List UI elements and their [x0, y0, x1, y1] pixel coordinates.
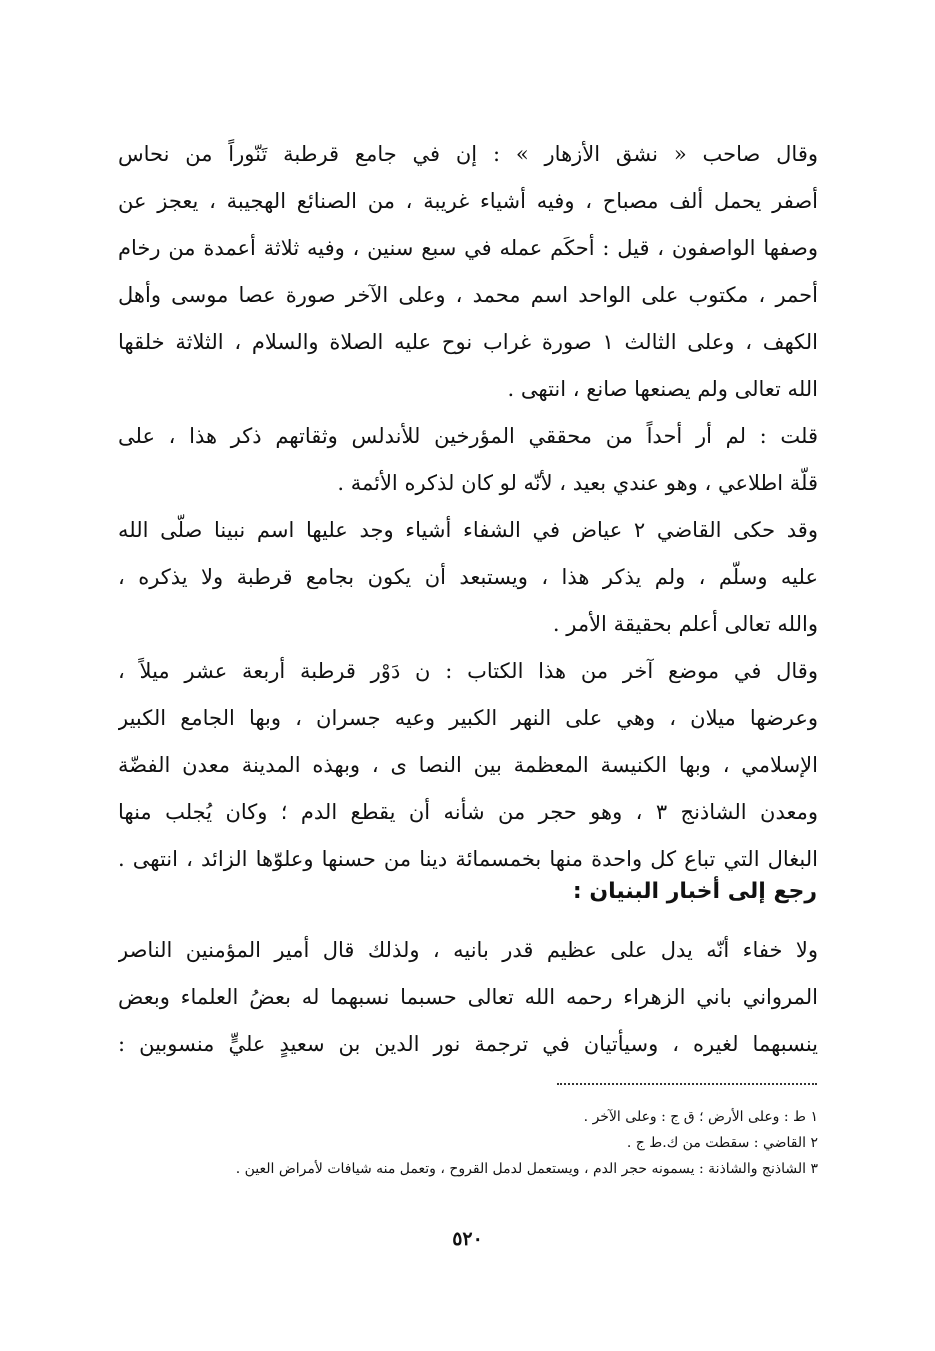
page-number: ٥٢٠	[452, 1228, 483, 1250]
section-heading: رجع إلى أخبار البنيان :	[572, 879, 817, 904]
text-line: ينسبهما لغيره ، وسيأتيان في ترجمة نور الدين بن سعيدٍ عليٍّ منسوبين :	[118, 1032, 818, 1056]
body-text-continued	[118, 927, 818, 1068]
text-line: أصفر يحمل ألف مصباح ، وفيه أشياء غريبة ، من الصنائع الهجيبة ، يعجز عن	[118, 189, 818, 213]
text-line: وقال صاحب « نشق الأزهار » : إن في جامع قرطبة تَنّوراً من نحاس	[118, 142, 818, 166]
text-line: الكهف ، وعلى الثالث ١ صورة غراب نوح عليه الصلاة والسلام ، الثلاثة خلقها	[118, 330, 818, 354]
body-text	[118, 131, 818, 883]
text-line: المرواني باني الزهراء رحمه الله تعالى حسبما نسبهما له بعضُ العلماء وبعض	[118, 985, 818, 1009]
text-line: عليه وسلّم ، ولم يذكر هذا ، ويستبعد أن يكون بجامع قرطبة ولا يذكره ،	[118, 565, 818, 589]
text-line: الإسلامي ، وبها الكنيسة المعظمة بين النصا ى ، وبهذه المدينة معدن الفضّة	[118, 753, 818, 777]
text-line: وقال في موضع آخر من هذا الكتاب : ن دَوْر قرطبة أربعة عشر ميلاً ،	[118, 659, 818, 683]
text-line: قلت : لم أر أحداً من محققي المؤرخين للأندلس وثقاتهم ذكر هذا ، على	[118, 424, 818, 448]
text-line: قلّة اطلاعي ، وهو عندي بعيد ، لأنّه لو كان لذكره الأئمة .	[337, 471, 818, 495]
text-line: وصفها الواصفون ، قيل : أحكَم عمله في سبع سنين ، وفيه ثلاثة أعمدة من رخام	[118, 236, 818, 260]
text-line: الله تعالى ولم يصنعها صانع ، انتهى .	[507, 377, 818, 401]
footnote: ٢ القاضي : سقطت من ك.ط ج .	[626, 1135, 818, 1151]
text-line: والله تعالى أعلم بحقيقة الأمر .	[552, 612, 818, 636]
footnotes	[118, 1104, 818, 1182]
text-line: ولا خفاء أنّه يدل على عظيم قدر بانيه ، ولذلك قال أمير المؤمنين الناصر	[118, 938, 818, 962]
text-line: ومعدن الشاذنج ٣ ، وهو حجر من شأنه أن يقطع الدم ؛ وكان يُجلب منها	[118, 800, 818, 824]
footnote-separator	[557, 1083, 817, 1085]
text-line: وعرضها ميلان ، وهي على النهر الكبير وعيه جسران ، وبها الجامع الكبير	[118, 706, 818, 730]
text-line: البغال التي تباع كل واحدة منها بخمسمائة دينا من حسنها وعلوّها الزائد ، انتهى .	[118, 847, 818, 871]
text-line: وقد حكى القاضي ٢ عياض في الشفاء أشياء وجد عليها اسم نبينا صلّى الله	[118, 518, 818, 542]
footnote: ٣ الشاذنج والشاذنة : يسمونه حجر الدم ، ويستعمل لدمل القروح ، وتعمل منه شيافات لأمراض العين .	[235, 1161, 818, 1177]
footnote: ١ ط : وعلى الأرض ؛ ق ج : وعلى الآخر .	[583, 1109, 818, 1125]
text-line: أحمر ، مكتوب على الواحد اسم محمد ، وعلى الآخر صورة عصا موسى وأهل	[118, 283, 818, 307]
